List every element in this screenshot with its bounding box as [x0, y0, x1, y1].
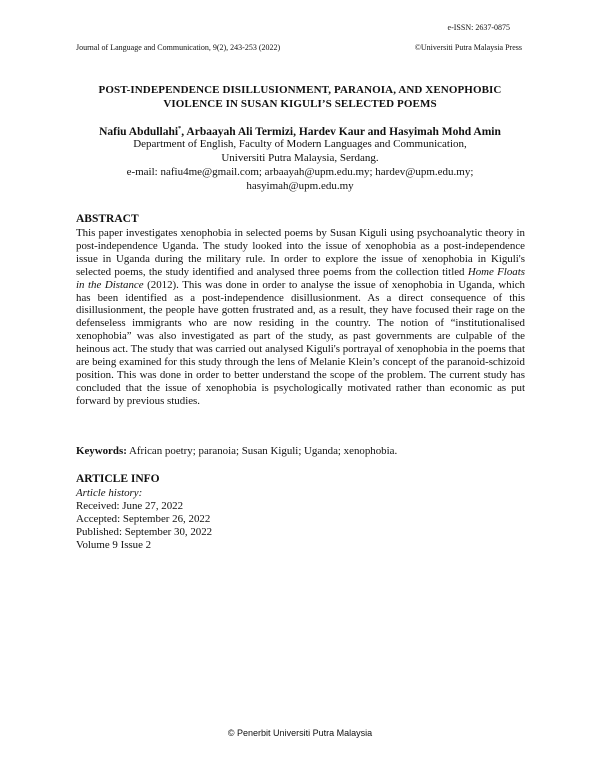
- keywords: [76, 445, 525, 458]
- abstract-text-part-1: This paper investigates xenophobia in selected poems by Susan Kiguli using psychoanalytic theory in post-independence Uganda. The study looked into the issue of xenophobia as a post-independence issue in Uganda during the military rule. In order to explore the issue of xenophobia in Kiguli's selected poems, the study identified and analysed three poems from the collection titled: [76, 227, 525, 278]
- issn-line: e-ISSN: 2637-0875: [447, 23, 510, 32]
- press-copyright: ©Universiti Putra Malaysia Press: [414, 43, 522, 52]
- affiliation: [76, 137, 524, 193]
- keywords-label: Keywords:: [76, 445, 127, 457]
- first-author: Nafiu Abdullahi: [99, 125, 179, 138]
- affiliation-emails: e-mail: nafiu4me@gmail.com; arbaayah@upm.edu.my; hardev@upm.edu.my;: [126, 166, 474, 178]
- keywords-list: African poetry; paranoia; Susan Kiguli; Uganda; xenophobia.: [126, 445, 398, 457]
- corresponding-author-mark: *: [178, 125, 182, 132]
- publisher-footer: © Penerbit Universiti Putra Malaysia: [227, 728, 373, 738]
- co-authors: , Arbaayah Ali Termizi, Hardev Kaur and Hasyimah Mohd Amin: [181, 125, 501, 138]
- abstract-heading: ABSTRACT: [76, 213, 139, 225]
- abstract-text-part-2: (2012). This was done in order to analyse the issue of xenophobia in Uganda, which has been identified as a post-independence disillusionment. As a direct consequence of this disillusionment, the people have gotten frustrated and, as a result, they have focused their rage on the defenseless immigrants who are now residing in the country. The notion of “institutionalised xenophobia” was also investigated as part of the study, as past governments are culpable of the heinous act. The study that was carried out analysed Kiguli's portrayal of xenophobia in the poems that are being examined for this study through the lens of Melanie Klein’s concept of the paranoid-schizoid position. This was done in order to better understand the scope of the problem. The current study has concluded that the issue of xenophobia is psychologically motivated rather than economic as put forward by previous studies.: [76, 278, 525, 407]
- affiliation-line-1: Department of English, Faculty of Modern Languages and Communication,: [133, 138, 467, 150]
- abstract-body: [76, 227, 525, 408]
- paper-title-line-1: POST-INDEPENDENCE DISILLUSIONMENT, PARANOIA, AND XENOPHOBIC: [98, 84, 502, 96]
- affiliation-line-2: Universiti Putra Malaysia, Serdang.: [221, 152, 379, 164]
- journal-citation: Journal of Language and Communication, 9(2), 243-253 (2022): [76, 43, 281, 52]
- article-history-label: Article history:: [76, 487, 143, 499]
- book-title: Home Floats in the Distance: [76, 265, 525, 291]
- article-info: [76, 487, 212, 552]
- paper-title: [76, 83, 524, 111]
- article-info-heading: ARTICLE INFO: [76, 473, 160, 485]
- accepted-date: Accepted: September 26, 2022: [76, 513, 211, 525]
- received-date: Received: June 27, 2022: [76, 500, 184, 512]
- volume-issue: Volume 9 Issue 2: [76, 539, 152, 551]
- paper-title-line-2: VIOLENCE IN SUSAN KIGULI’S SELECTED POEMS: [163, 98, 437, 110]
- published-date: Published: September 30, 2022: [76, 526, 213, 538]
- affiliation-emails-cont: hasyimah@upm.edu.my: [246, 180, 354, 192]
